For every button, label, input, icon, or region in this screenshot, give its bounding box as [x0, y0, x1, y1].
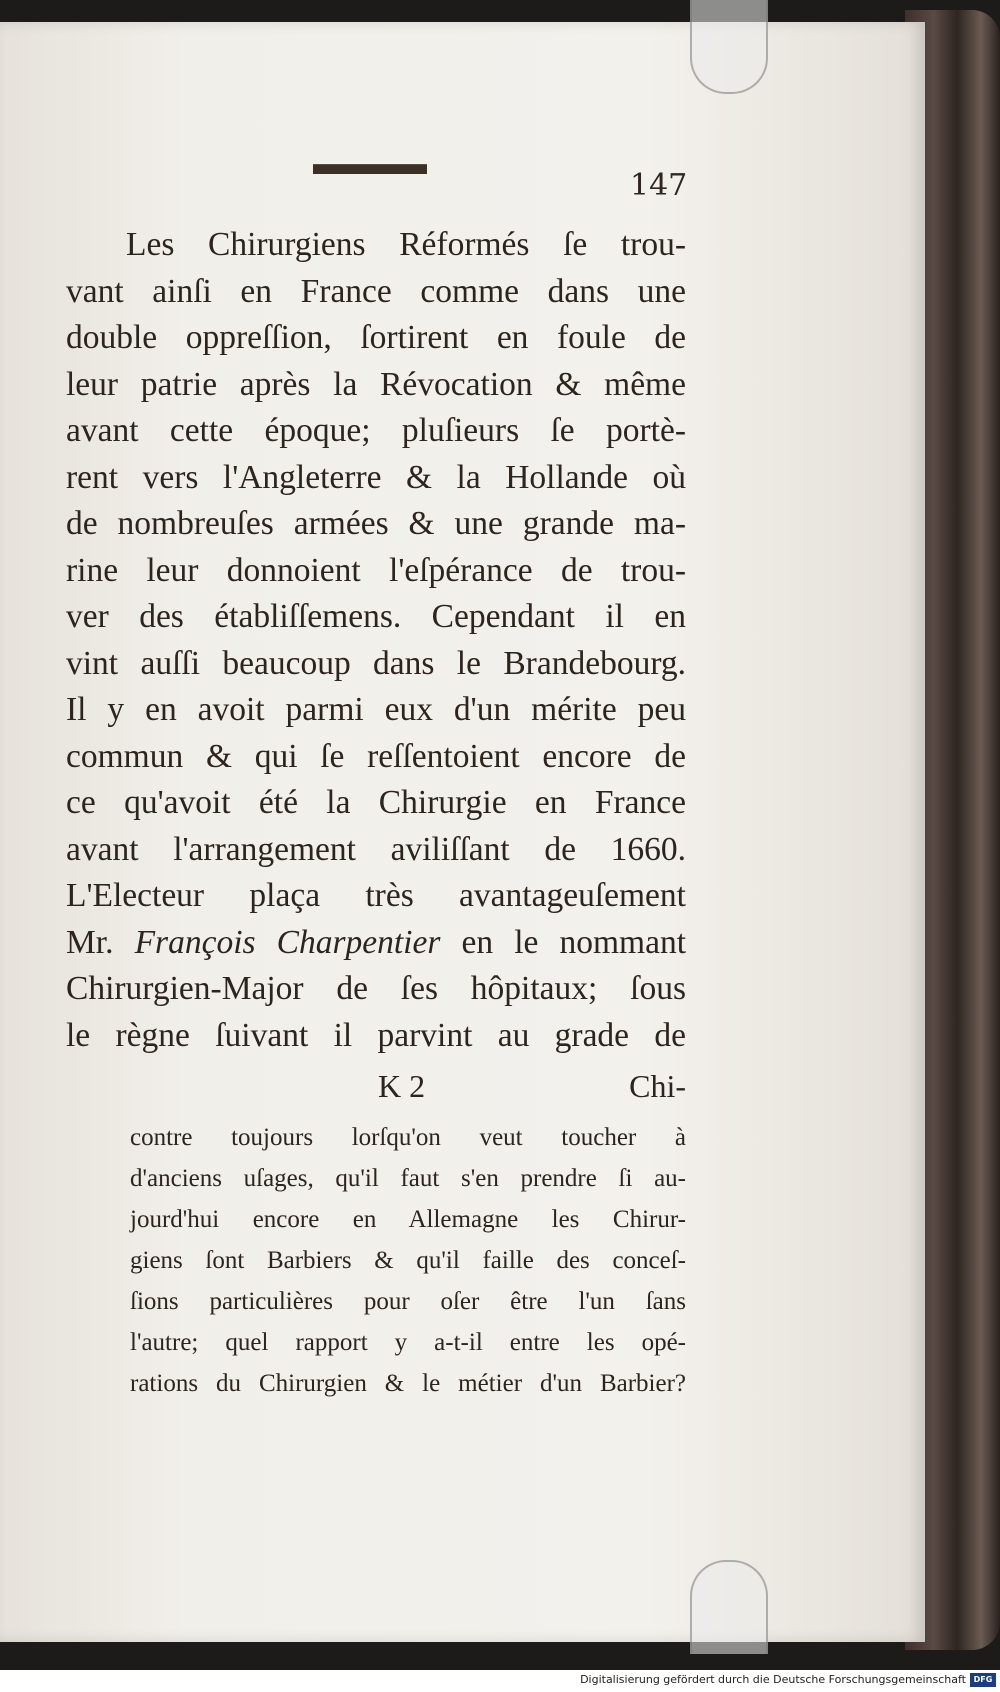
text-line: leur patrie après la Révocation & même: [66, 365, 686, 403]
footnote-line: contre toujours lorſqu'on veut toucher à: [130, 1124, 686, 1151]
text-line: rent vers l'Angleterre & la Hollande où: [66, 458, 686, 496]
text-line: L'Electeur plaça très avantageuſement: [66, 877, 686, 914]
text-fragment: Mr.: [66, 923, 114, 961]
footnote-line: ſions particulières pour oſer être l'un ſans: [130, 1288, 686, 1315]
text-line: avant l'arrangement aviliſſant de 1660.: [66, 830, 686, 868]
text-line: vint auſſi beaucoup dans le Brandebourg.: [66, 644, 686, 682]
text-line: Chirurgien-Major de ſes hôpitaux; ſous: [66, 970, 686, 1007]
main-text: [66, 222, 686, 1059]
footnote-line: l'autre; quel rapport y a-t-il entre les opé-: [130, 1329, 686, 1356]
footnote-line: rations du Chirurgien & le métier d'un Barbier?: [130, 1370, 686, 1397]
text-line: avant cette époque; pluſieurs ſe portè-: [66, 412, 686, 449]
signature-mark: K 2: [378, 1068, 426, 1104]
dfg-logo: DFG: [970, 1673, 996, 1687]
text-fragment: en le nommant: [461, 923, 687, 961]
footnote-line: jourd'hui encore en Allemagne les Chirur-: [130, 1206, 686, 1233]
text-line: ver des établiſſemens. Cependant il en: [66, 598, 686, 635]
person-name: François Charpentier: [134, 923, 441, 961]
text-line: commun & qui ſe reſſentoient encore de: [66, 737, 686, 775]
header-rule: [313, 164, 427, 174]
text-line: Il y en avoit parmi eux d'un mérite peu: [66, 691, 686, 728]
page-clip-bottom: [690, 1560, 768, 1654]
footnote-line: giens ſont Barbiers & qu'il faille des conceſ-: [130, 1247, 686, 1274]
page-number: 147: [630, 168, 688, 203]
footer-credit: Digitalisierung gefördert durch die Deutsche Forschungsgemeinschaft: [580, 1673, 966, 1686]
text-line: Les Chirurgiens Réformés ſe trou-: [126, 226, 686, 263]
text-line: de nombreuſes armées & une grande ma-: [66, 505, 686, 542]
text-line: le règne ſuivant il parvint au grade de: [66, 1016, 686, 1054]
text-line: rine leur donnoient l'eſpérance de trou-: [66, 551, 686, 589]
text-line-with-name: [66, 920, 686, 967]
signature-row: [66, 1068, 686, 1108]
text-line: vant ainſi en France comme dans une: [66, 272, 686, 310]
footnote: [130, 1117, 686, 1404]
catchword: Chi-: [629, 1068, 686, 1104]
text-line: double oppreſſion, ſortirent en foule de: [66, 319, 686, 356]
text-line: ce qu'avoit été la Chirurgie en France: [66, 784, 686, 821]
footnote-line: d'anciens uſages, qu'il faut s'en prendre ſi au-: [130, 1165, 686, 1192]
page-clip-top: [690, 0, 768, 94]
